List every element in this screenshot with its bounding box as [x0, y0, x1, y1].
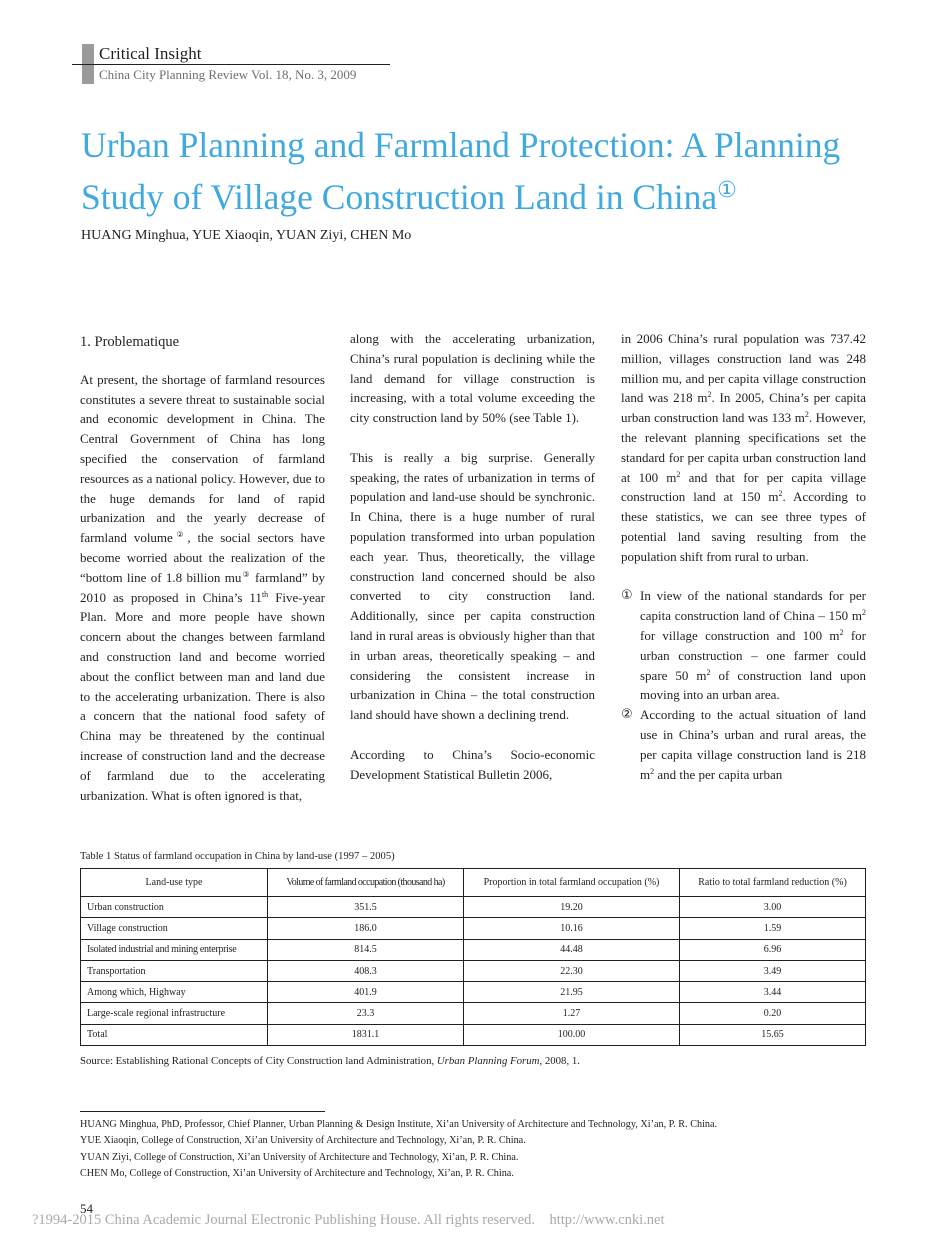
table-cell: 22.30: [464, 960, 680, 981]
title-note-marker: ①: [717, 178, 737, 203]
section-label: Critical Insight: [99, 44, 202, 63]
table-cell: 814.5: [268, 939, 464, 960]
table-cell: 408.3: [268, 960, 464, 981]
footnote-rule: [80, 1111, 325, 1112]
table-cell: 44.48: [464, 939, 680, 960]
table-cell: 1.59: [680, 918, 866, 939]
author-list: HUANG Minghua, YUE Xiaoqin, YUAN Ziyi, CHEN Mo: [81, 228, 412, 243]
table-cell: 0.20: [680, 1003, 866, 1024]
table-row: [81, 939, 866, 960]
footnote: YUE Xiaoqin, College of Construction, Xi’an University of Architecture and Technology, Xi’an, P. R. China.: [80, 1135, 526, 1147]
table-row: [81, 982, 866, 1003]
footnote: HUANG Minghua, PhD, Professor, Chief Planner, Urban Planning & Design Institute, Xi’an University of Architecture and Technology, Xi’an, P. R. China.: [80, 1119, 718, 1130]
paragraph: At present, the shortage of farmland resources constitutes a severe threat to sustainable social and economic development in China. The Central Government of China has long specified the conservation of farmland resources as a national policy. However, due to the huge demands for land of rapid urbanization and the yearly decrease of farmland volume②, the social sectors have become worried about the realization of the “bottom line of 1.8 billion mu③ farmland” by 2010 as proposed in China’s 11th Five-year Plan. More and more people have shown concern about the changes between farmland and construction land and become worried about the conflict between man and land due to the accelerating urbanization. There is also a concern that the national food safety of China may be threatened by the continual increase of construction land and the decrease of farmland due to the accelerating urbanization. What is often ignored is that,: [80, 371, 326, 803]
table-cell: Urban construction: [81, 897, 268, 918]
table-cell: 21.95: [464, 982, 680, 1003]
body-column-1: [80, 333, 325, 805]
table-row: [81, 960, 866, 981]
table-row: [81, 1024, 866, 1045]
table-cell: 1.27: [464, 1003, 680, 1024]
table-header-cell: Volume of farmland occupation (thousand ha): [268, 869, 464, 897]
paragraph: along with the accelerating urbanization, China’s rural population is declining while the land demand for village construction is increasing, with a total volume exceeding the city construction land by 50% (see Table 1).: [350, 331, 595, 426]
author-footnotes: [80, 1117, 717, 1183]
article-title: Urban Planning and Farmland Protection: A Planning Study of Village Construction Land in China①: [81, 125, 841, 217]
table-cell: Isolated industrial and mining enterprise: [81, 939, 268, 960]
list-item: ② According to the actual situation of land use in China’s urban and rural areas, the per capita village construction land is 218 $m^2$ and the per capita urban: [621, 707, 866, 782]
table-cell: Large-scale regional infrastructure: [81, 1003, 268, 1024]
footnote-ref: ③: [241, 569, 251, 579]
list-marker: ①: [621, 588, 633, 604]
footnote: YUAN Ziyi, College of Construction, Xi’an University of Architecture and Technology, Xi’an, P. R. China.: [80, 1151, 519, 1163]
table-cell: 186.0: [268, 918, 464, 939]
table-caption: Table 1 Status of farmland occupation in China by land-use (1997 – 2005): [80, 851, 395, 862]
paragraph: in 2006 China’s rural population was 737.42 million, villages construction land was 248 million mu, and per capita village construction land was 218 $m^2$. In 2005, China’s per capita urban construction land was 133 $m^2$. However, the relevant planning specifications set the standard for per capita urban construction land at 100 $m^2$ and that for per capita village construction land at 150 $m^2$. According to these statistics, we can see three types of potential land saving resulting from the population shift from rural to urban.: [621, 331, 867, 564]
data-table: [80, 868, 866, 1046]
table-cell: Transportation: [81, 960, 268, 981]
table-cell: 3.44: [680, 982, 866, 1003]
body-column-2: [350, 329, 595, 784]
table-cell: Among which, Highway: [81, 982, 268, 1003]
table-cell: 3.49: [680, 960, 866, 981]
paragraph: This is really a big surprise. Generally speaking, the rates of urbanization in terms of population and land-use should be synchronic. In China, there is a huge number of rural population transformed into urban population each year. Thus, theoretically, the village construction land concerned should be also converted to city construction land. Additionally, since per capita construction land in rural areas is obviously higher than that in urban areas, theoretically speaking – and considering the consistent increase in urbanization in China – the total construction land should have shown a declining trend.: [350, 449, 595, 723]
list-item: ① In view of the national standards for per capita construction land of China – 150 $m^2$ for village construction and 100 $m^2$ for urban construction – one farmer could spare 50 $m^2$ of construction land upon moving into an urban area.: [621, 588, 866, 703]
table-cell: 100.00: [464, 1024, 680, 1045]
table-cell: 3.00: [680, 897, 866, 918]
table-cell: 6.96: [680, 939, 866, 960]
table-cell: 23.3: [268, 1003, 464, 1024]
paragraph: According to China’s Socio-economic Development Statistical Bulletin 2006,: [350, 746, 595, 782]
table-cell: 401.9: [268, 982, 464, 1003]
body-column-3: [621, 329, 866, 784]
table-header-cell: Proportion in total farmland occupation (%): [464, 869, 680, 897]
table-header-row: [81, 869, 866, 897]
header-rule: [72, 64, 390, 65]
list-marker: ②: [621, 707, 633, 723]
table-cell: 351.5: [268, 897, 464, 918]
copyright-notice: ?1994-2015 China Academic Journal Electronic Publishing House. All rights reserved. http://www.cnki.net: [32, 1212, 665, 1228]
table-source: Source: Establishing Rational Concepts of City Construction land Administration, Urban Planning Forum, 2008, 1.: [80, 1055, 580, 1067]
table-row: [81, 897, 866, 918]
table-cell: 10.16: [464, 918, 680, 939]
footnote-ref: ②: [172, 530, 188, 540]
table-header-cell: Ratio to total farmland reduction (%): [680, 869, 866, 897]
table-cell: Village construction: [81, 918, 268, 939]
table-row: [81, 1003, 866, 1024]
table-cell: 1831.1: [268, 1024, 464, 1045]
table-header-cell: Land-use type: [81, 869, 268, 897]
table-cell: Total: [81, 1024, 268, 1045]
table-row: [81, 918, 866, 939]
page-number: 54: [80, 1201, 93, 1216]
journal-citation: China City Planning Review Vol. 18, No. 3, 2009: [99, 67, 357, 82]
footnote: CHEN Mo, College of Construction, Xi’an University of Architecture and Technology, Xi’an, P. R. China.: [80, 1168, 514, 1180]
table-cell: 15.65: [680, 1024, 866, 1045]
table-cell: 19.20: [464, 897, 680, 918]
section-heading: 1. Problematique: [80, 334, 180, 350]
